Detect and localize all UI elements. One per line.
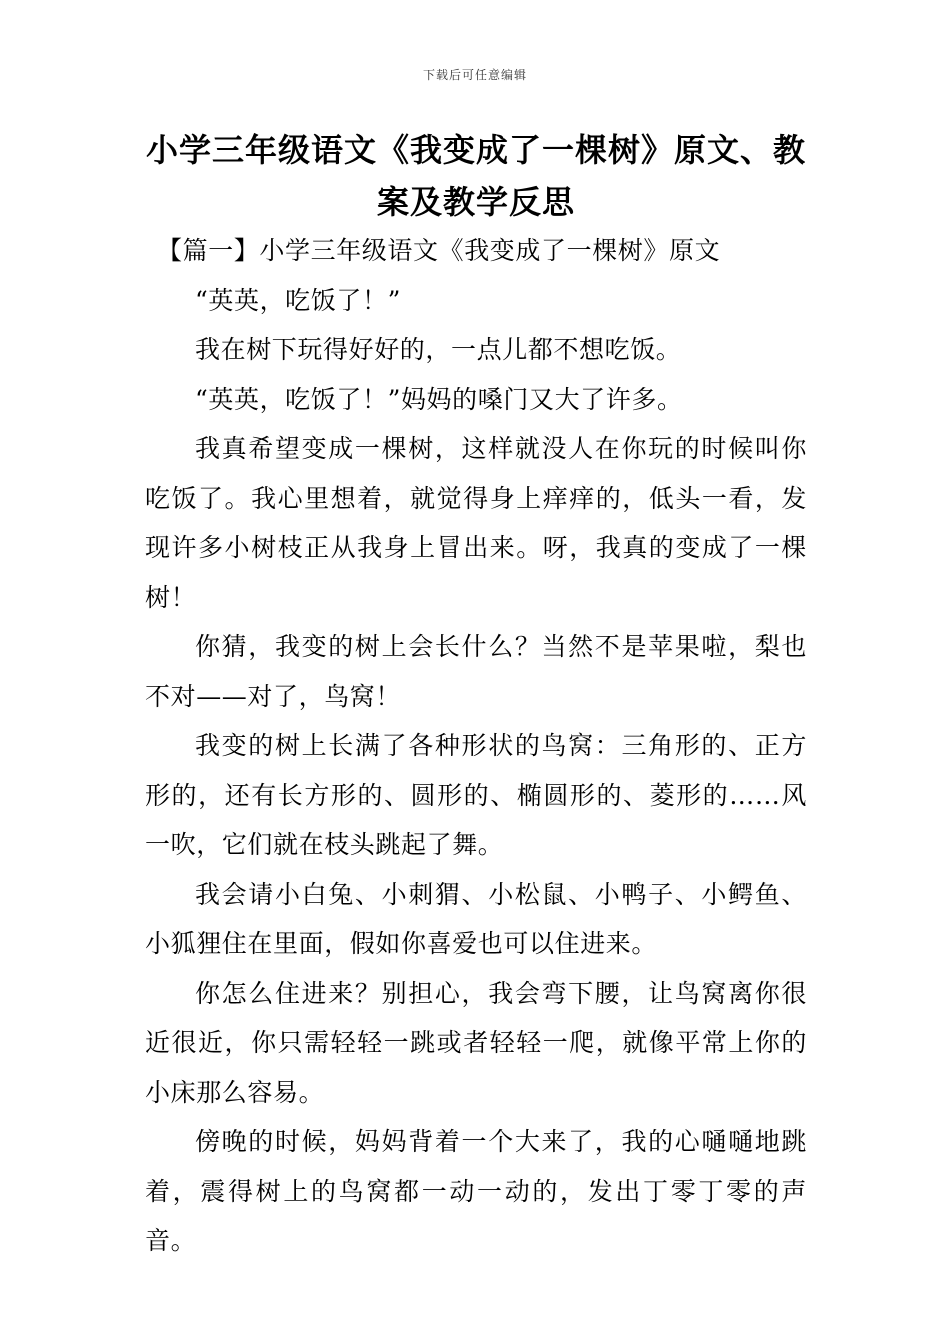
- paragraph: 我会请小白兔、小刺猬、小松鼠、小鸭子、小鳄鱼、小狐狸住在里面，假如你喜爱也可以住进来。: [145, 879, 807, 958]
- paragraph: 傍晚的时候，妈妈背着一个大来了，我的心嗵嗵地跳着，震得树上的鸟窝都一动一动的，发出丁零丁零的声音。: [145, 1127, 807, 1255]
- paragraph: 我真希望变成一棵树，这样就没人在你玩的时候叫你吃饭了。我心里想着，就觉得身上痒痒的，低头一看，发现许多小树枝正从我身上冒出来。呀，我真的变成了一棵树！: [145, 434, 807, 612]
- section-heading: 【篇一】小学三年级语文《我变成了一棵树》原文: [157, 236, 721, 265]
- document-body: [145, 226, 807, 1266]
- header-note: 下载后可任意编辑: [422, 68, 527, 82]
- paragraph: 我在树下玩得好好的，一点儿都不想吃饭。: [195, 335, 682, 364]
- paragraph: 你怎么住进来？别担心，我会弯下腰，让鸟窝离你很近很近，你只需轻轻一跳或者轻轻一爬，就像平常上你的小床那么容易。: [145, 978, 807, 1107]
- paragraph: “英英，吃饭了！”: [195, 285, 401, 315]
- paragraph: “英英，吃饭了！”妈妈的嗓门又大了许多。: [195, 384, 683, 414]
- document-title: 小学三年级语文《我变成了一棵树》原文、教案及教学反思: [145, 131, 806, 221]
- paragraph: 我变的树上长满了各种形状的鸟窝：三角形的、正方形的，还有长方形的、圆形的、椭圆形的、菱形的……风一吹，它们就在枝头跳起了舞。: [145, 731, 807, 859]
- paragraph: 你猜，我变的树上会长什么？当然不是苹果啦，梨也不对——对了，鸟窝！: [145, 632, 807, 711]
